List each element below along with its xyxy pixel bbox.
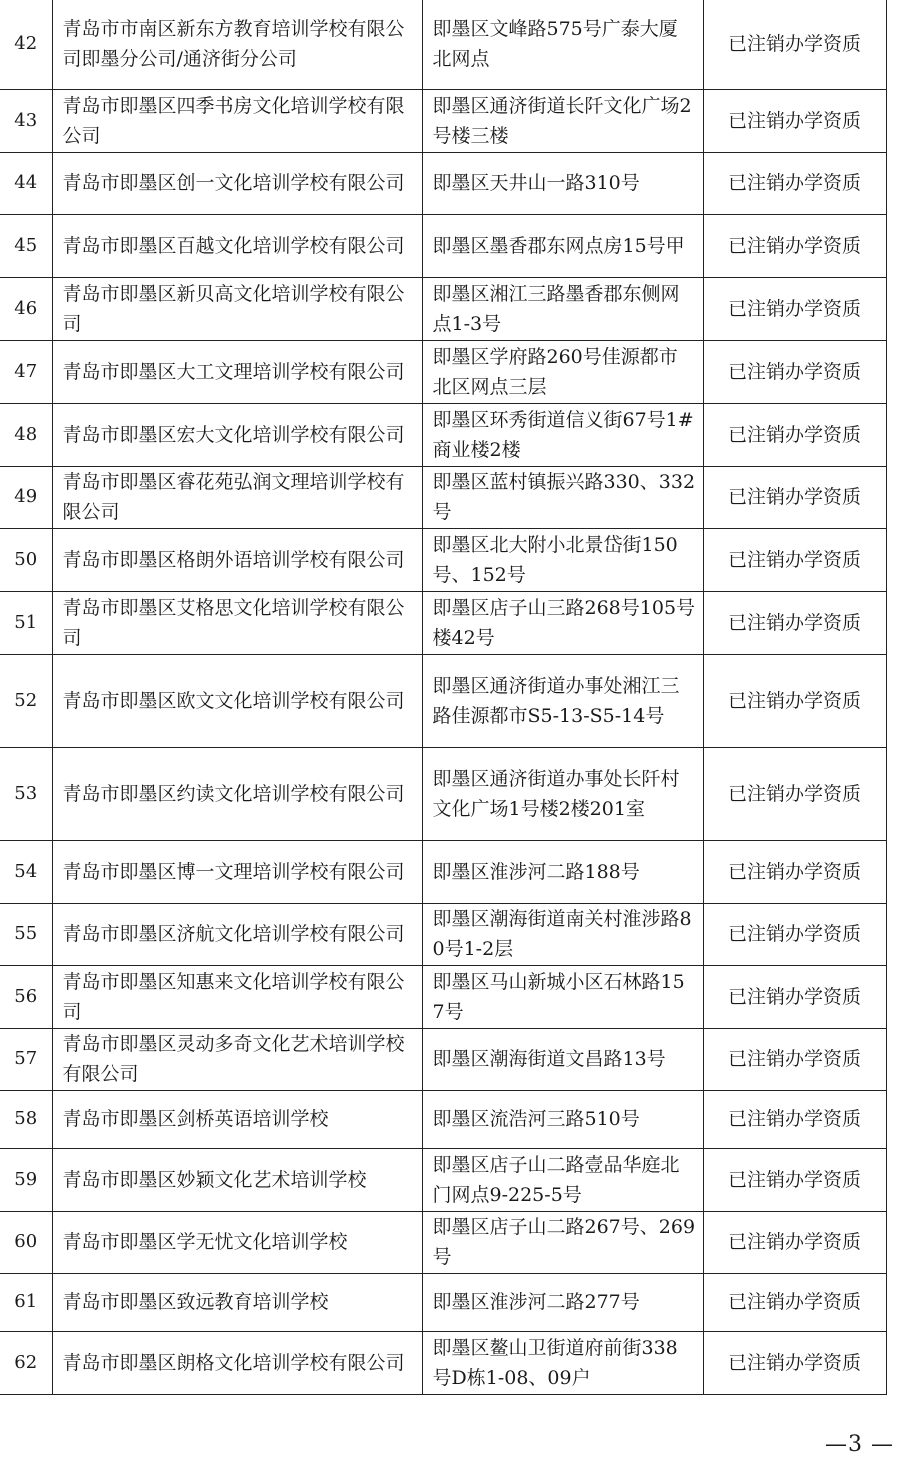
- school-name-cell: 青岛市即墨区知惠来文化培训学校有限公司: [52, 965, 422, 1028]
- row-number: 55: [0, 903, 52, 965]
- status-cell: 已注销办学资质: [703, 1028, 886, 1090]
- table-row: [0, 1090, 886, 1148]
- status-cell: 已注销办学资质: [703, 1148, 886, 1211]
- school-name-cell: 青岛市即墨区朗格文化培训学校有限公司: [52, 1331, 422, 1394]
- status-cell: 已注销办学资质: [703, 1331, 886, 1394]
- status-cell: 已注销办学资质: [703, 1273, 886, 1331]
- school-name-cell: 青岛市即墨区创一文化培训学校有限公司: [52, 152, 422, 214]
- school-name-cell: 青岛市即墨区新贝高文化培训学校有限公司: [52, 277, 422, 340]
- address-cell: 即墨区墨香郡东网点房15号甲: [422, 214, 703, 277]
- table-row: [0, 152, 886, 214]
- table-row: [0, 214, 886, 277]
- row-number: 52: [0, 654, 52, 747]
- address-cell: 即墨区通济街道办事处长阡村文化广场1号楼2楼201室: [422, 747, 703, 840]
- address-cell: 即墨区北大附小北景岱街150号、152号: [422, 528, 703, 591]
- table-row: [0, 1211, 886, 1273]
- row-number: 48: [0, 403, 52, 466]
- address-cell: 即墨区淮涉河二路277号: [422, 1273, 703, 1331]
- school-name-cell: 青岛市即墨区百越文化培训学校有限公司: [52, 214, 422, 277]
- school-name-cell: 青岛市即墨区欧文文化培训学校有限公司: [52, 654, 422, 747]
- address-cell: 即墨区鳌山卫街道府前街338号D栋1-08、09户: [422, 1331, 703, 1394]
- status-cell: 已注销办学资质: [703, 340, 886, 403]
- school-name-cell: 青岛市即墨区灵动多奇文化艺术培训学校有限公司: [52, 1028, 422, 1090]
- address-cell: 即墨区淮涉河二路188号: [422, 840, 703, 903]
- row-number: 44: [0, 152, 52, 214]
- address-cell: 即墨区店子山二路267号、269号: [422, 1211, 703, 1273]
- row-number: 62: [0, 1331, 52, 1394]
- address-cell: 即墨区湘江三路墨香郡东侧网点1-3号: [422, 277, 703, 340]
- table-row: [0, 89, 886, 152]
- status-cell: 已注销办学资质: [703, 0, 886, 89]
- table-row: [0, 277, 886, 340]
- row-number: 51: [0, 591, 52, 654]
- school-name-cell: 青岛市即墨区约读文化培训学校有限公司: [52, 747, 422, 840]
- row-number: 58: [0, 1090, 52, 1148]
- row-number: 50: [0, 528, 52, 591]
- status-cell: 已注销办学资质: [703, 965, 886, 1028]
- school-name-cell: 青岛市即墨区大工文理培训学校有限公司: [52, 340, 422, 403]
- row-number: 49: [0, 466, 52, 528]
- table-row: [0, 1028, 886, 1090]
- table-row: [0, 340, 886, 403]
- address-cell: 即墨区环秀街道信义街67号1#商业楼2楼: [422, 403, 703, 466]
- table-row: [0, 1331, 886, 1394]
- table-row: [0, 0, 886, 89]
- school-name-cell: 青岛市即墨区格朗外语培训学校有限公司: [52, 528, 422, 591]
- table-row: [0, 903, 886, 965]
- address-cell: 即墨区通济街道长阡文化广场2号楼三楼: [422, 89, 703, 152]
- table-row: [0, 840, 886, 903]
- table-row: [0, 403, 886, 466]
- status-cell: 已注销办学资质: [703, 903, 886, 965]
- status-cell: 已注销办学资质: [703, 747, 886, 840]
- status-cell: 已注销办学资质: [703, 1211, 886, 1273]
- row-number: 53: [0, 747, 52, 840]
- table-row: [0, 466, 886, 528]
- row-number: 57: [0, 1028, 52, 1090]
- school-name-cell: 青岛市即墨区宏大文化培训学校有限公司: [52, 403, 422, 466]
- status-cell: 已注销办学资质: [703, 591, 886, 654]
- school-name-cell: 青岛市即墨区睿花苑弘润文理培训学校有限公司: [52, 466, 422, 528]
- table-row: [0, 747, 886, 840]
- row-number: 60: [0, 1211, 52, 1273]
- address-cell: 即墨区流浩河三路510号: [422, 1090, 703, 1148]
- row-number: 54: [0, 840, 52, 903]
- row-number: 61: [0, 1273, 52, 1331]
- school-name-cell: 青岛市即墨区致远教育培训学校: [52, 1273, 422, 1331]
- address-cell: 即墨区通济街道办事处湘江三路佳源都市S5-13-S5-14号: [422, 654, 703, 747]
- table-row: [0, 1273, 886, 1331]
- school-name-cell: 青岛市即墨区学无忧文化培训学校: [52, 1211, 422, 1273]
- row-number: 46: [0, 277, 52, 340]
- table-row: [0, 591, 886, 654]
- row-number: 45: [0, 214, 52, 277]
- table-row: [0, 965, 886, 1028]
- address-cell: 即墨区蓝村镇振兴路330、332号: [422, 466, 703, 528]
- table-row: [0, 528, 886, 591]
- address-cell: 即墨区文峰路575号广泰大厦北网点: [422, 0, 703, 89]
- status-cell: 已注销办学资质: [703, 89, 886, 152]
- school-name-cell: 青岛市即墨区剑桥英语培训学校: [52, 1090, 422, 1148]
- address-cell: 即墨区店子山三路268号105号楼42号: [422, 591, 703, 654]
- row-number: 56: [0, 965, 52, 1028]
- status-cell: 已注销办学资质: [703, 403, 886, 466]
- address-cell: 即墨区店子山二路壹品华庭北门网点9-225-5号: [422, 1148, 703, 1211]
- address-cell: 即墨区学府路260号佳源都市北区网点三层: [422, 340, 703, 403]
- table-row: [0, 1148, 886, 1211]
- school-name-cell: 青岛市即墨区博一文理培训学校有限公司: [52, 840, 422, 903]
- row-number: 43: [0, 89, 52, 152]
- status-cell: 已注销办学资质: [703, 1090, 886, 1148]
- address-cell: 即墨区马山新城小区石林路157号: [422, 965, 703, 1028]
- school-name-cell: 青岛市市南区新东方教育培训学校有限公司即墨分公司/通济街分公司: [52, 0, 422, 89]
- address-cell: 即墨区潮海街道南关村淮涉路80号1-2层: [422, 903, 703, 965]
- status-cell: 已注销办学资质: [703, 654, 886, 747]
- school-name-cell: 青岛市即墨区妙颖文化艺术培训学校: [52, 1148, 422, 1211]
- row-number: 47: [0, 340, 52, 403]
- row-number: 42: [0, 0, 52, 89]
- school-name-cell: 青岛市即墨区四季书房文化培训学校有限公司: [52, 89, 422, 152]
- address-cell: 即墨区潮海街道文昌路13号: [422, 1028, 703, 1090]
- status-cell: 已注销办学资质: [703, 528, 886, 591]
- status-cell: 已注销办学资质: [703, 277, 886, 340]
- status-cell: 已注销办学资质: [703, 152, 886, 214]
- table-row: [0, 654, 886, 747]
- status-cell: 已注销办学资质: [703, 214, 886, 277]
- row-number: 59: [0, 1148, 52, 1211]
- page-number: —3 —: [825, 1432, 894, 1457]
- address-cell: 即墨区天井山一路310号: [422, 152, 703, 214]
- status-cell: 已注销办学资质: [703, 466, 886, 528]
- status-cell: 已注销办学资质: [703, 840, 886, 903]
- school-name-cell: 青岛市即墨区济航文化培训学校有限公司: [52, 903, 422, 965]
- school-name-cell: 青岛市即墨区艾格思文化培训学校有限公司: [52, 591, 422, 654]
